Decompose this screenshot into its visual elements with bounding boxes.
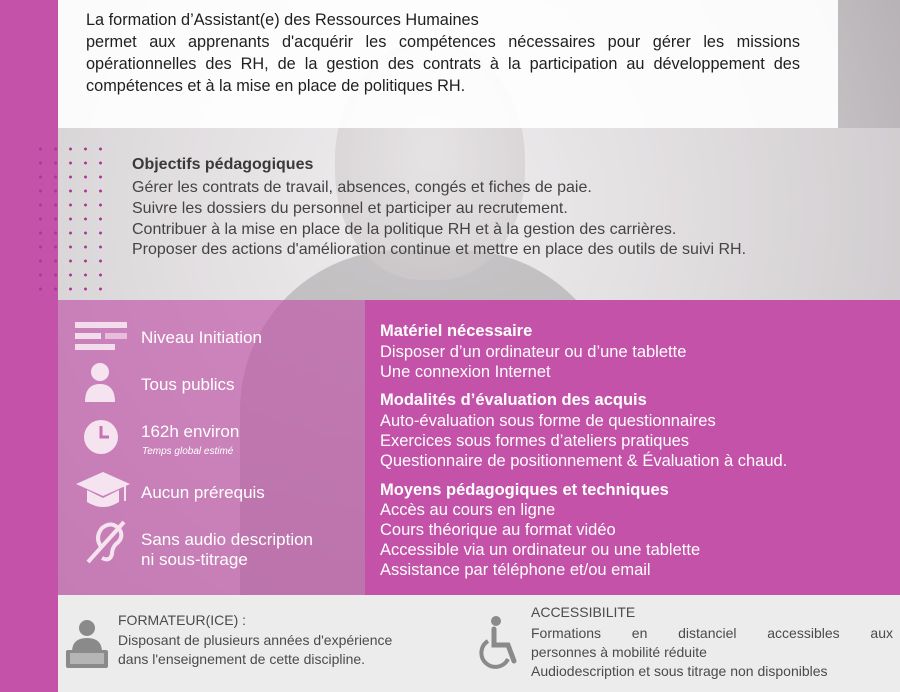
graduation-cap-icon [74, 468, 132, 512]
modalites-item: Questionnaire de positionnement & Évaluation à chaud. [380, 452, 788, 470]
materiel-item: Disposer d’un ordinateur ou d’une tablette [380, 343, 687, 361]
moyens-title: Moyens pédagogiques et techniques [380, 481, 669, 499]
left-accent-bar [0, 0, 58, 692]
audio-line-1: Sans audio description [141, 530, 314, 549]
objective-item: Suivre les dossiers du personnel et participer au recrutement. [132, 199, 568, 217]
accessibility-line-1: Formations en distanciel accessibles aux [531, 625, 893, 641]
trainer-line-1: Disposant de plusieurs années d'expérience [118, 632, 393, 648]
intro-line-1: La formation d’Assistant(e) des Ressources Humaines [86, 11, 479, 29]
prerequisites-label: Aucun prérequis [141, 483, 265, 502]
moyens-list [380, 500, 700, 580]
level-bars-icon [75, 320, 127, 352]
objectives-list [132, 178, 746, 261]
intro-line-rest: permet aux apprenants d'acquérir les compétences nécessaires pour gérer les missions opérationnelles des RH, de la gestion des contrats à la participation au développement des compétences et à la mise en place de politiques RH. [86, 33, 800, 95]
modalites-title: Modalités d’évaluation des acquis [380, 391, 647, 409]
audio-description-label [141, 530, 361, 570]
person-icon [84, 362, 116, 402]
objective-item: Contribuer à la mise en place de la politique RH et à la gestion des carrières. [132, 220, 677, 238]
moyens-item: Accès au cours en ligne [380, 501, 556, 519]
materiel-title: Matériel nécessaire [380, 322, 533, 340]
moyens-item: Assistance par téléphone et/ou email [380, 561, 651, 579]
modalites-item: Auto-évaluation sous forme de questionnaires [380, 412, 716, 430]
audio-line-2: ni sous-titrage [141, 550, 248, 569]
modalites-list [380, 411, 787, 471]
duration-label: 162h environ [141, 422, 240, 441]
dot-pattern-decoration [33, 142, 113, 292]
modalites-item: Exercices sous formes d’ateliers pratiques [380, 432, 690, 450]
materiel-item: Une connexion Internet [380, 363, 551, 381]
accessibility-line-3: Audiodescription et sous titrage non disponibles [531, 663, 828, 679]
trainer-icon [64, 618, 110, 670]
intro-text [86, 9, 800, 97]
accessibility-line-2: personnes à mobilité réduite [531, 644, 707, 660]
wheelchair-icon [474, 615, 526, 671]
hearing-assistance-icon [84, 518, 130, 564]
level-label: Niveau Initiation [141, 328, 262, 347]
accessibility-text [531, 624, 893, 681]
materiel-list [380, 342, 686, 382]
moyens-item: Accessible via un ordinateur ou une tablette [380, 541, 701, 559]
clock-icon [82, 418, 120, 456]
trainer-title: FORMATEUR(ICE) : [118, 612, 247, 628]
objective-item: Gérer les contrats de travail, absences, congés et fiches de paie. [132, 179, 592, 196]
objective-item: Proposer des actions d'amélioration continue et mettre en place des outils de suivi RH. [132, 241, 747, 259]
trainer-text [118, 631, 458, 669]
trainer-line-2: dans l'enseignement de cette discipline. [118, 651, 366, 667]
moyens-item: Cours théorique au format vidéo [380, 521, 616, 539]
accessibility-title: ACCESSIBILITE [531, 604, 636, 620]
objectives-title: Objectifs pédagogiques [132, 156, 314, 173]
audience-label: Tous publics [141, 375, 235, 394]
duration-note: Temps global estimé [142, 446, 234, 457]
